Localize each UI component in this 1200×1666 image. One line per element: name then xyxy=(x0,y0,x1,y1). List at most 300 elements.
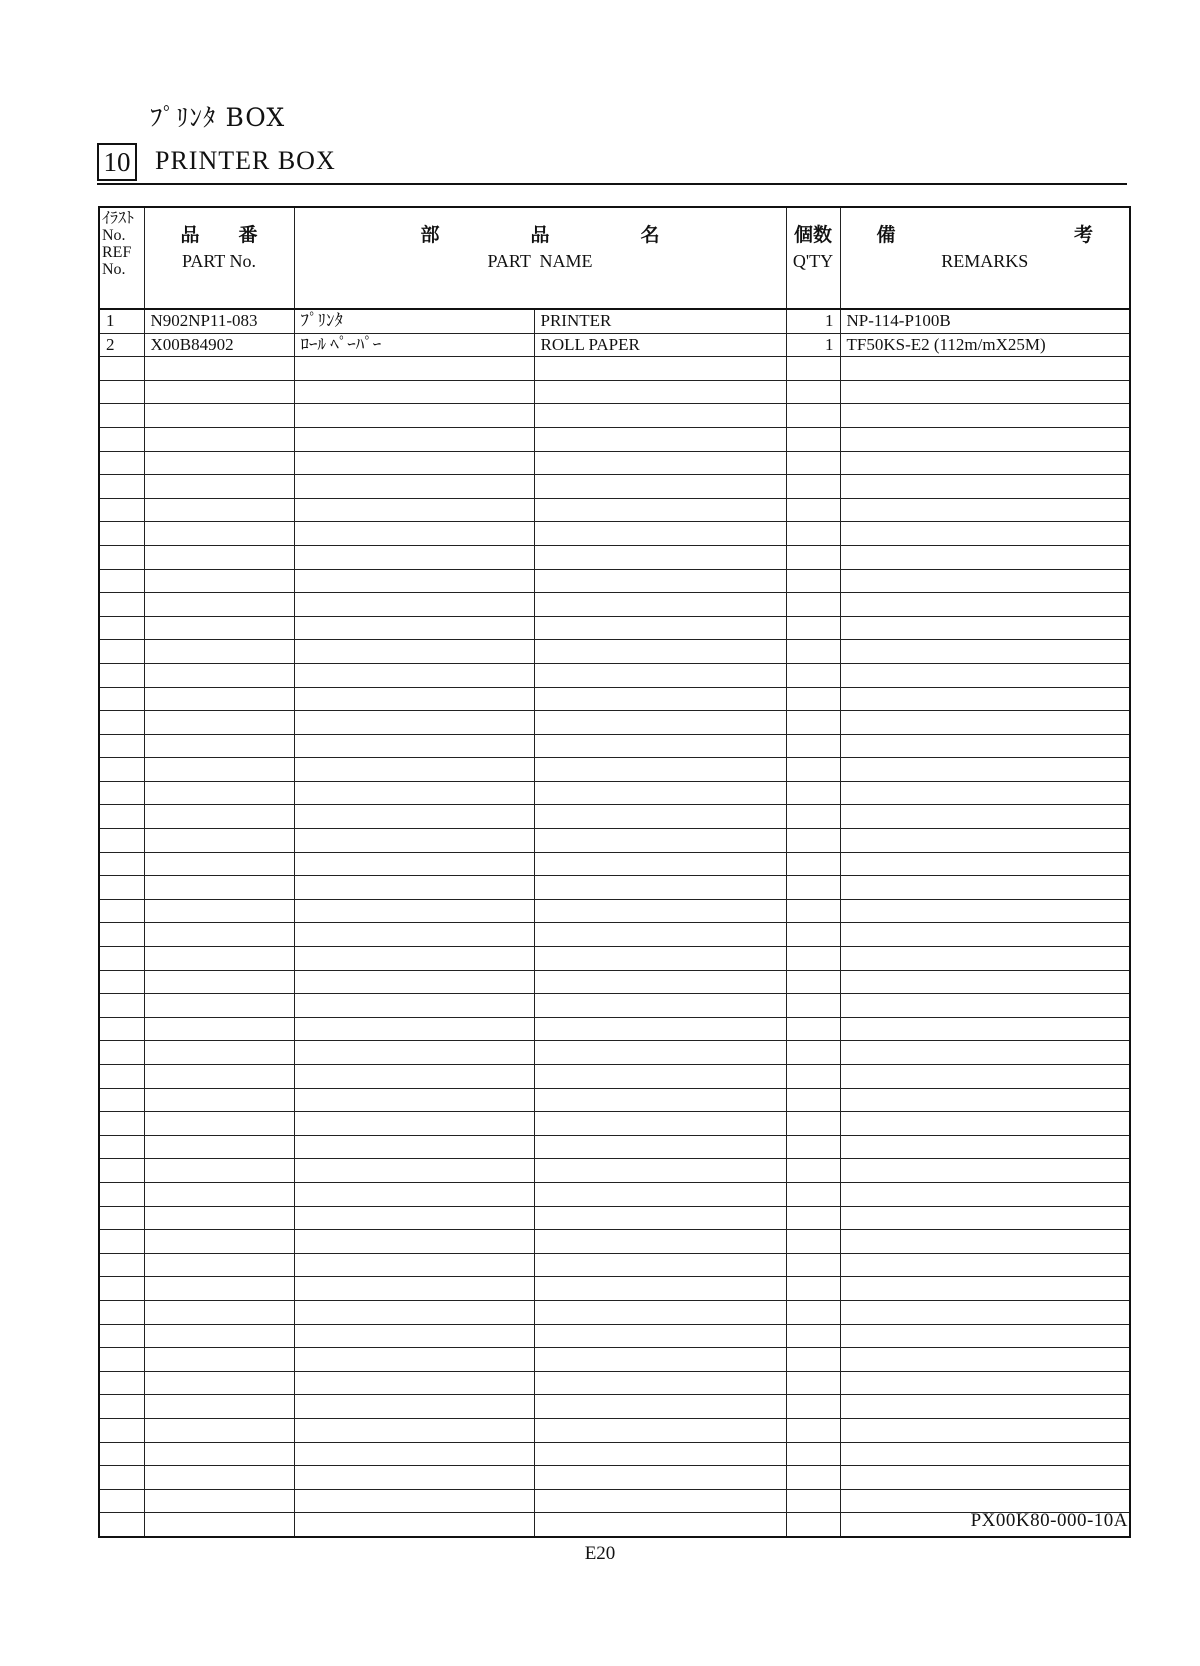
ref-no-cell: 1 xyxy=(99,309,144,333)
ref-no-cell xyxy=(99,876,144,900)
part-no-cell xyxy=(144,994,294,1018)
empty-table-row xyxy=(99,1065,1130,1089)
empty-table-row xyxy=(99,758,1130,782)
qty-cell xyxy=(786,876,840,900)
part-name-en-cell xyxy=(534,1253,786,1277)
part-name-jp-cell xyxy=(294,805,534,829)
part-no-cell xyxy=(144,593,294,617)
qty-cell xyxy=(786,545,840,569)
part-name-jp-cell xyxy=(294,970,534,994)
part-name-en-cell xyxy=(534,1159,786,1183)
part-no-header-jp xyxy=(151,220,288,247)
part-name-en-cell xyxy=(534,947,786,971)
ref-no-cell xyxy=(99,404,144,428)
empty-table-row xyxy=(99,663,1130,687)
remarks-cell xyxy=(840,852,1130,876)
remarks-cell xyxy=(840,593,1130,617)
qty-cell xyxy=(786,451,840,475)
ref-no-cell xyxy=(99,947,144,971)
part-no-cell xyxy=(144,1017,294,1041)
part-name-jp-cell xyxy=(294,357,534,381)
section-number-box: 10 xyxy=(97,143,137,181)
part-no-cell xyxy=(144,805,294,829)
part-no-cell xyxy=(144,711,294,735)
part-no-cell xyxy=(144,734,294,758)
part-no-cell xyxy=(144,1088,294,1112)
part-name-jp-cell xyxy=(294,1112,534,1136)
remarks-cell xyxy=(840,1135,1130,1159)
remarks-cell xyxy=(840,1182,1130,1206)
remarks-cell xyxy=(840,1418,1130,1442)
remarks-cell: TF50KS-E2 (112m/mX25M) xyxy=(840,333,1130,357)
part-name-en-cell xyxy=(534,427,786,451)
ref-no-cell xyxy=(99,616,144,640)
part-name-en-cell xyxy=(534,758,786,782)
qty-cell: 1 xyxy=(786,309,840,333)
empty-table-row xyxy=(99,1088,1130,1112)
ref-no-cell xyxy=(99,852,144,876)
empty-table-row xyxy=(99,1017,1130,1041)
part-no-cell xyxy=(144,947,294,971)
empty-table-row xyxy=(99,1182,1130,1206)
empty-table-row xyxy=(99,829,1130,853)
remarks-cell xyxy=(840,569,1130,593)
remarks-cell xyxy=(840,758,1130,782)
remarks-cell xyxy=(840,663,1130,687)
part-no-cell xyxy=(144,876,294,900)
part-name-jp-cell xyxy=(294,781,534,805)
ref-no-cell xyxy=(99,1065,144,1089)
remarks-cell xyxy=(840,1253,1130,1277)
part-no-cell xyxy=(144,1112,294,1136)
ref-no-cell xyxy=(99,994,144,1018)
empty-table-row xyxy=(99,1206,1130,1230)
part-name-jp-cell xyxy=(294,1371,534,1395)
ref-no-cell xyxy=(99,899,144,923)
part-name-en-cell: PRINTER xyxy=(534,309,786,333)
qty-cell xyxy=(786,687,840,711)
part-name-en-cell xyxy=(534,781,786,805)
part-name-en-cell xyxy=(534,1041,786,1065)
remarks-header-en: REMARKS xyxy=(941,251,1029,271)
part-name-jp-cell xyxy=(294,1395,534,1419)
ref-no-cell xyxy=(99,1371,144,1395)
empty-table-row xyxy=(99,1324,1130,1348)
remarks-cell xyxy=(840,781,1130,805)
remarks-cell xyxy=(840,1395,1130,1419)
part-name-en-cell xyxy=(534,1348,786,1372)
empty-table-row xyxy=(99,1277,1130,1301)
remarks-cell xyxy=(840,640,1130,664)
part-name-jp-cell xyxy=(294,545,534,569)
remarks-cell xyxy=(840,687,1130,711)
part-no-cell xyxy=(144,1489,294,1513)
part-name-en-cell xyxy=(534,805,786,829)
remarks-cell xyxy=(840,899,1130,923)
remarks-cell xyxy=(840,1065,1130,1089)
empty-table-row xyxy=(99,569,1130,593)
part-name-en-cell xyxy=(534,1489,786,1513)
part-no-cell xyxy=(144,781,294,805)
part-name-jp-cell xyxy=(294,1088,534,1112)
part-name-header-jp-a: 部 xyxy=(420,224,440,246)
remarks-cell xyxy=(840,805,1130,829)
qty-cell xyxy=(786,475,840,499)
qty-header-jp: 個数 xyxy=(794,224,833,246)
ref-no-cell xyxy=(99,1041,144,1065)
part-name-jp-cell xyxy=(294,899,534,923)
column-header-remarks xyxy=(840,207,1130,309)
remarks-cell xyxy=(840,970,1130,994)
qty-cell xyxy=(786,663,840,687)
remarks-cell xyxy=(840,1206,1130,1230)
part-name-jp-cell xyxy=(294,1135,534,1159)
part-name-en-cell xyxy=(534,1065,786,1089)
part-no-cell xyxy=(144,1348,294,1372)
qty-cell xyxy=(786,805,840,829)
ref-no-cell xyxy=(99,758,144,782)
part-no-cell xyxy=(144,1206,294,1230)
qty-cell xyxy=(786,498,840,522)
ref-no-cell xyxy=(99,1182,144,1206)
part-no-cell xyxy=(144,522,294,546)
empty-table-row xyxy=(99,475,1130,499)
remarks-cell xyxy=(840,1466,1130,1490)
page-title-japanese: ﾌﾟﾘﾝﾀ BOX xyxy=(150,103,286,132)
empty-table-row xyxy=(99,1348,1130,1372)
ref-no-cell xyxy=(99,829,144,853)
part-name-en-cell xyxy=(534,475,786,499)
empty-table-row xyxy=(99,970,1130,994)
part-name-jp-cell xyxy=(294,829,534,853)
part-name-en-cell xyxy=(534,711,786,735)
ref-no-cell xyxy=(99,781,144,805)
part-name-jp-cell xyxy=(294,1041,534,1065)
ref-no-cell xyxy=(99,1112,144,1136)
ref-no-cell xyxy=(99,970,144,994)
remarks-cell xyxy=(840,923,1130,947)
part-name-en-cell xyxy=(534,593,786,617)
page-title: PRINTER BOX xyxy=(155,146,336,175)
part-name-en-cell xyxy=(534,1112,786,1136)
remarks-cell xyxy=(840,947,1130,971)
ref-no-cell xyxy=(99,380,144,404)
part-no-cell xyxy=(144,569,294,593)
ref-no-cell xyxy=(99,593,144,617)
qty-cell xyxy=(786,1489,840,1513)
part-name-jp-cell xyxy=(294,1182,534,1206)
qty-cell xyxy=(786,1182,840,1206)
part-no-cell: N902NP11-083 xyxy=(144,309,294,333)
part-name-jp-cell xyxy=(294,1466,534,1490)
part-name-jp-cell xyxy=(294,711,534,735)
qty-cell xyxy=(786,640,840,664)
remarks-cell xyxy=(840,427,1130,451)
part-name-jp-cell xyxy=(294,475,534,499)
part-no-cell xyxy=(144,687,294,711)
remarks-cell xyxy=(840,1159,1130,1183)
part-name-en-cell xyxy=(534,994,786,1018)
part-name-en-cell xyxy=(534,1442,786,1466)
ref-no-cell xyxy=(99,1395,144,1419)
empty-table-row xyxy=(99,522,1130,546)
table-header-row xyxy=(99,207,1130,309)
remarks-cell xyxy=(840,1348,1130,1372)
remarks-cell: NP-114-P100B xyxy=(840,309,1130,333)
part-name-en-cell xyxy=(534,663,786,687)
empty-table-row xyxy=(99,1300,1130,1324)
part-no-cell xyxy=(144,1253,294,1277)
table-row xyxy=(99,309,1130,333)
column-header-part-name xyxy=(294,207,786,309)
qty-cell xyxy=(786,1017,840,1041)
qty-cell xyxy=(786,593,840,617)
ref-no-cell xyxy=(99,451,144,475)
part-name-jp-cell xyxy=(294,498,534,522)
empty-table-row xyxy=(99,687,1130,711)
part-name-en-cell xyxy=(534,451,786,475)
qty-cell xyxy=(786,1088,840,1112)
column-header-ref-no xyxy=(99,207,144,309)
part-no-cell xyxy=(144,404,294,428)
part-name-en-cell xyxy=(534,734,786,758)
ref-no-cell xyxy=(99,1159,144,1183)
part-no-cell xyxy=(144,829,294,853)
qty-cell xyxy=(786,970,840,994)
part-no-cell xyxy=(144,451,294,475)
remarks-cell xyxy=(840,1041,1130,1065)
part-name-jp-cell xyxy=(294,1206,534,1230)
part-name-jp-cell xyxy=(294,1300,534,1324)
part-name-en-cell xyxy=(534,1135,786,1159)
qty-cell xyxy=(786,1230,840,1254)
part-name-jp-cell xyxy=(294,1442,534,1466)
part-name-jp-cell: ﾌﾟﾘﾝﾀ xyxy=(294,309,534,333)
part-name-jp-cell xyxy=(294,569,534,593)
empty-table-row xyxy=(99,711,1130,735)
part-name-jp-cell xyxy=(294,1017,534,1041)
remarks-cell xyxy=(840,734,1130,758)
ref-no-cell xyxy=(99,475,144,499)
part-name-jp-cell xyxy=(294,1324,534,1348)
qty-cell xyxy=(786,569,840,593)
qty-cell xyxy=(786,1442,840,1466)
ref-no-cell: 2 xyxy=(99,333,144,357)
ref-no-cell xyxy=(99,1324,144,1348)
part-name-en-cell xyxy=(534,1324,786,1348)
part-no-header-en: PART No. xyxy=(182,251,256,271)
part-no-cell xyxy=(144,899,294,923)
empty-table-row xyxy=(99,805,1130,829)
qty-cell xyxy=(786,1418,840,1442)
part-name-en-cell xyxy=(534,899,786,923)
parts-list-table xyxy=(98,206,1131,1538)
part-name-en-cell xyxy=(534,1418,786,1442)
part-name-en-cell xyxy=(534,1230,786,1254)
qty-cell xyxy=(786,734,840,758)
part-no-cell xyxy=(144,852,294,876)
part-name-jp-cell xyxy=(294,380,534,404)
part-no-cell xyxy=(144,545,294,569)
empty-table-row xyxy=(99,427,1130,451)
ref-no-cell xyxy=(99,1442,144,1466)
ref-no-cell xyxy=(99,1300,144,1324)
empty-table-row xyxy=(99,1230,1130,1254)
part-no-cell xyxy=(144,1395,294,1419)
part-name-jp-cell xyxy=(294,1418,534,1442)
remarks-cell xyxy=(840,1324,1130,1348)
empty-table-row xyxy=(99,1159,1130,1183)
ref-no-cell xyxy=(99,711,144,735)
part-name-en-cell xyxy=(534,687,786,711)
part-name-jp-cell xyxy=(294,994,534,1018)
qty-cell xyxy=(786,522,840,546)
ref-no-cell xyxy=(99,687,144,711)
qty-cell xyxy=(786,829,840,853)
ref-header-line-4: No. xyxy=(102,261,126,278)
empty-table-row xyxy=(99,357,1130,381)
part-no-cell: X00B84902 xyxy=(144,333,294,357)
part-name-en-cell xyxy=(534,852,786,876)
remarks-header-jp xyxy=(847,220,1124,247)
qty-cell xyxy=(786,1041,840,1065)
qty-cell xyxy=(786,1513,840,1537)
ref-no-cell xyxy=(99,1466,144,1490)
remarks-cell xyxy=(840,1017,1130,1041)
ref-no-cell xyxy=(99,1489,144,1513)
empty-table-row xyxy=(99,876,1130,900)
qty-cell xyxy=(786,923,840,947)
column-header-qty xyxy=(786,207,840,309)
part-name-en-cell xyxy=(534,1277,786,1301)
empty-table-row xyxy=(99,404,1130,428)
empty-table-row xyxy=(99,1041,1130,1065)
qty-cell xyxy=(786,380,840,404)
part-name-jp-cell xyxy=(294,1159,534,1183)
part-name-jp-cell xyxy=(294,1230,534,1254)
ref-no-cell xyxy=(99,1135,144,1159)
part-name-jp-cell xyxy=(294,687,534,711)
part-name-en-cell xyxy=(534,357,786,381)
ref-no-cell xyxy=(99,569,144,593)
part-name-jp-cell xyxy=(294,734,534,758)
empty-table-row xyxy=(99,640,1130,664)
part-name-jp-cell xyxy=(294,1489,534,1513)
qty-header-en: Q'TY xyxy=(792,251,834,271)
document-code: PX00K80-000-10A xyxy=(970,1510,1128,1531)
qty-cell xyxy=(786,1065,840,1089)
part-no-cell xyxy=(144,970,294,994)
ref-no-cell xyxy=(99,1253,144,1277)
qty-cell xyxy=(786,711,840,735)
part-no-cell xyxy=(144,616,294,640)
remarks-cell xyxy=(840,380,1130,404)
ref-no-cell xyxy=(99,734,144,758)
part-name-jp-cell xyxy=(294,427,534,451)
part-no-cell xyxy=(144,1466,294,1490)
qty-cell xyxy=(786,947,840,971)
part-name-en-cell xyxy=(534,1371,786,1395)
part-name-en-cell xyxy=(534,1300,786,1324)
part-name-jp-cell xyxy=(294,923,534,947)
part-name-en-cell xyxy=(534,545,786,569)
ref-no-cell xyxy=(99,1348,144,1372)
empty-table-row xyxy=(99,1253,1130,1277)
remarks-cell xyxy=(840,451,1130,475)
remarks-cell xyxy=(840,404,1130,428)
qty-cell xyxy=(786,1348,840,1372)
ref-no-cell xyxy=(99,1206,144,1230)
part-no-cell xyxy=(144,1041,294,1065)
qty-cell xyxy=(786,1135,840,1159)
part-name-header-jp xyxy=(301,220,780,247)
ref-header-line-3: REF xyxy=(102,244,132,261)
part-name-en-cell xyxy=(534,970,786,994)
part-name-jp-cell xyxy=(294,852,534,876)
remarks-header-jp-a: 備 xyxy=(876,224,896,246)
qty-cell xyxy=(786,1159,840,1183)
qty-cell xyxy=(786,994,840,1018)
part-no-cell xyxy=(144,1159,294,1183)
remarks-cell xyxy=(840,1088,1130,1112)
part-no-cell xyxy=(144,1371,294,1395)
qty-cell xyxy=(786,1395,840,1419)
part-name-en-cell xyxy=(534,829,786,853)
empty-table-row xyxy=(99,616,1130,640)
part-no-cell xyxy=(144,923,294,947)
qty-cell: 1 xyxy=(786,333,840,357)
qty-cell xyxy=(786,427,840,451)
part-no-cell xyxy=(144,427,294,451)
part-name-jp-cell xyxy=(294,876,534,900)
part-no-cell xyxy=(144,380,294,404)
empty-table-row xyxy=(99,781,1130,805)
empty-table-row xyxy=(99,498,1130,522)
remarks-cell xyxy=(840,994,1130,1018)
part-no-cell xyxy=(144,1182,294,1206)
part-name-jp-cell xyxy=(294,616,534,640)
part-no-cell xyxy=(144,1230,294,1254)
part-name-en-cell: ROLL PAPER xyxy=(534,333,786,357)
empty-table-row xyxy=(99,593,1130,617)
part-name-jp-cell xyxy=(294,451,534,475)
empty-table-row xyxy=(99,947,1130,971)
part-name-jp-cell xyxy=(294,663,534,687)
ref-no-cell xyxy=(99,923,144,947)
empty-table-row xyxy=(99,1418,1130,1442)
ref-no-cell xyxy=(99,1230,144,1254)
part-name-jp-cell xyxy=(294,404,534,428)
part-name-jp-cell xyxy=(294,1065,534,1089)
column-header-part-no xyxy=(144,207,294,309)
ref-no-cell xyxy=(99,805,144,829)
qty-cell xyxy=(786,616,840,640)
part-name-jp-cell xyxy=(294,522,534,546)
empty-table-row xyxy=(99,899,1130,923)
part-name-jp-cell xyxy=(294,758,534,782)
remarks-cell xyxy=(840,876,1130,900)
empty-table-row xyxy=(99,1371,1130,1395)
part-name-jp-cell xyxy=(294,1513,534,1537)
part-no-cell xyxy=(144,1418,294,1442)
part-no-cell xyxy=(144,1300,294,1324)
empty-table-row xyxy=(99,1442,1130,1466)
page-number: E20 xyxy=(584,1543,616,1564)
remarks-cell xyxy=(840,475,1130,499)
part-name-header-jp-b: 品 xyxy=(530,224,550,246)
part-no-cell xyxy=(144,1277,294,1301)
ref-no-cell xyxy=(99,498,144,522)
